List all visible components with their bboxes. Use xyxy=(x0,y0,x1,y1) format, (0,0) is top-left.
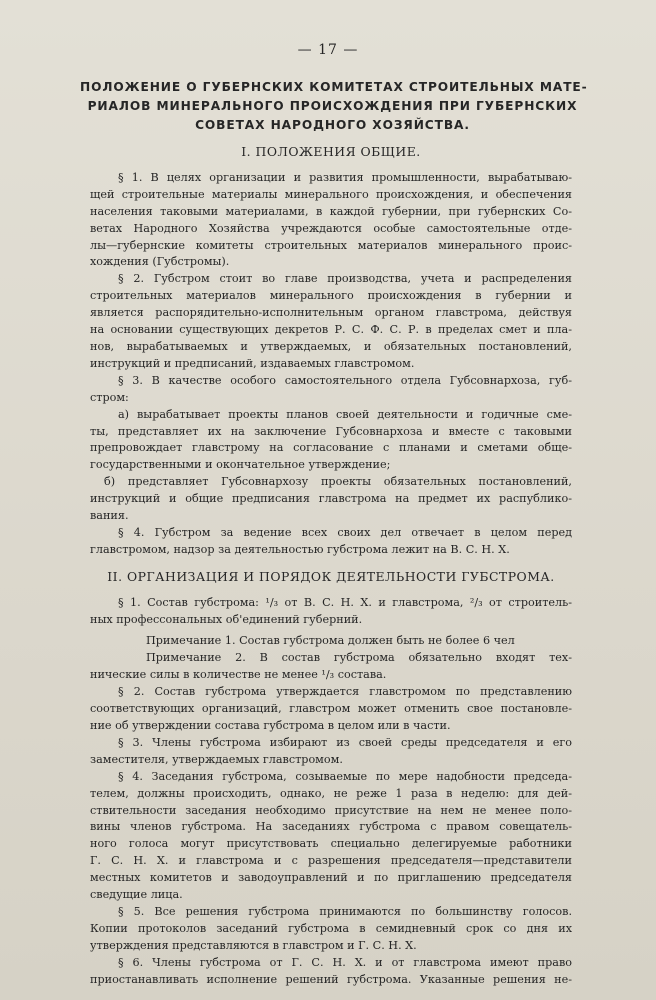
text-line: нов, вырабатываемых и утверждаемых, и обязательных постановлений, xyxy=(90,339,572,353)
text-line: ние об утверждении состава губстрома в целом или в части. xyxy=(90,719,451,732)
page-number: — 17 — xyxy=(297,42,359,58)
text-line: государственными и окончательное утверждение; xyxy=(90,458,391,472)
document-body xyxy=(90,144,572,989)
text-line: § 4. Губстром за ведение всех своих дел отвечает в целом перед xyxy=(118,525,572,539)
text-line: строительных материалов минерального происхождения в губернии и xyxy=(90,289,572,303)
text-line: § 3. В качестве особого самостоятельного отдела Губсовнархоза, губ- xyxy=(118,373,572,387)
text-line: является распорядительно-исполнительным органом главстрома, действуя xyxy=(90,306,572,320)
text-line: телем, должны происходить, однако, не реже 1 раза в неделю: для дей- xyxy=(90,786,572,800)
text-line: хождения (Губстромы). xyxy=(90,255,230,269)
text-line: § 4. Заседания губстрома, созываемые по мере надобности председа- xyxy=(118,769,572,783)
text-line: б) представляет Губсовнархозу проекты обязательных постановлений, xyxy=(104,475,572,489)
text-line: а) вырабатывает проекты планов своей деятельности и годичные сме- xyxy=(118,407,572,421)
text-line: сведущие лица. xyxy=(90,888,183,902)
text-line: лы—губернские комитеты строительных материалов минерального проис- xyxy=(90,238,572,252)
title-line: СОВЕТАХ НАРОДНОГО ХОЗЯЙСТВА. xyxy=(195,118,470,132)
section-heading-general: I. ПОЛОЖЕНИЯ ОБЩИЕ. xyxy=(241,144,421,159)
text-line: препровождает главстрому на согласование с планами и сметами обще- xyxy=(90,441,572,455)
text-line: главстромом, надзор за деятельностью губстрома лежит на В. С. Н. Х. xyxy=(90,542,510,556)
text-line: соответствующих организаций, главстром может отменить свое постановле- xyxy=(90,702,572,716)
text-line: местных комитетов и заводоуправлений и по приглашению председателя xyxy=(90,871,572,885)
text-line: заместителя, утверждаемых главстромом. xyxy=(90,752,343,766)
text-line: Копии протоколов заседаний губстрома в семидневный срок со дня их xyxy=(90,921,572,935)
document-title xyxy=(80,78,588,135)
text-line: ты, представляет их на заключение Губсовнархоза и вместе с таковыми xyxy=(90,424,572,438)
text-line: приостанавливать исполнение решений губстрома. Указанные решения не- xyxy=(90,972,572,986)
text-line: ствительности заседания необходимо присутствие на нем не менее поло- xyxy=(90,803,572,817)
title-line: ПОЛОЖЕНИЕ О ГУБЕРНСКИХ КОМИТЕТАХ СТРОИТЕЛЬНЫХ МАТЕ- xyxy=(80,80,588,94)
text-line: на основании существующих декретов Р. С. Ф. С. Р. в пределах смет и пла- xyxy=(90,323,572,337)
text-line: инструкций и предписаний, издаваемых главстромом. xyxy=(90,356,415,370)
text-line: ных профессональных об'единений губерний. xyxy=(90,612,363,626)
title-line: РИАЛОВ МИНЕРАЛЬНОГО ПРОИСХОЖДЕНИЯ ПРИ ГУБЕРНСКИХ xyxy=(87,99,578,113)
text-line: § 1. В целях организации и развития промышленности, вырабатываю- xyxy=(118,170,572,184)
text-line: утверждения представляются в главстром и Г. С. Н. Х. xyxy=(90,938,417,952)
text-line: § 2. Состав губстрома утверждается главстромом по представлению xyxy=(118,685,572,699)
text-line: § 3. Члены губстрома избирают из своей среды председателя и его xyxy=(118,735,572,749)
text-line: § 1. Состав губстрома: ¹/₃ от В. С. Н. Х. и главстрома, ²/₃ от строитель- xyxy=(118,595,572,609)
text-line: § 5. Все решения губстрома принимаются по большинству голосов. xyxy=(118,904,572,918)
text-line: стром: xyxy=(90,390,129,404)
text-line: Примечание 2. В состав губстрома обязательно входят тех- xyxy=(146,651,572,665)
text-line: вины членов губстрома. На заседаниях губстрома с правом совещатель- xyxy=(90,820,572,834)
section-heading-organization: II. ОРГАНИЗАЦИЯ И ПОРЯДОК ДЕЯТЕЛЬНОСТИ ГУБСТРОМА. xyxy=(107,568,555,584)
text-line: населения таковыми материалами, в каждой губернии, при губернских Со- xyxy=(90,204,572,218)
text-line: ветах Народного Хозяйства учреждаются особые самостоятельные отде- xyxy=(90,221,572,235)
text-line: ного голоса могут присутствовать специально делегируемые работники xyxy=(90,837,572,851)
text-line: вания. xyxy=(90,509,129,523)
text-line: § 2. Губстром стоит во главе производства, учета и распределения xyxy=(118,272,572,286)
text-line: щей строительные материалы минерального происхождения, и обеспечения xyxy=(90,187,572,201)
text-line: § 6. Члены губстрома от Г. С. Н. Х. и от главстрома имеют право xyxy=(118,955,572,969)
text-line: Г. С. Н. Х. и главстрома и с разрешения председателя—представители xyxy=(90,854,572,868)
text-line: Примечание 1. Состав губстрома должен быть не более 6 чел xyxy=(146,634,515,648)
text-line: нические силы в количестве не менее ¹/₃ состава. xyxy=(90,668,387,682)
text-line: инструкций и общие предписания главстрома на предмет их распублико- xyxy=(90,492,572,506)
